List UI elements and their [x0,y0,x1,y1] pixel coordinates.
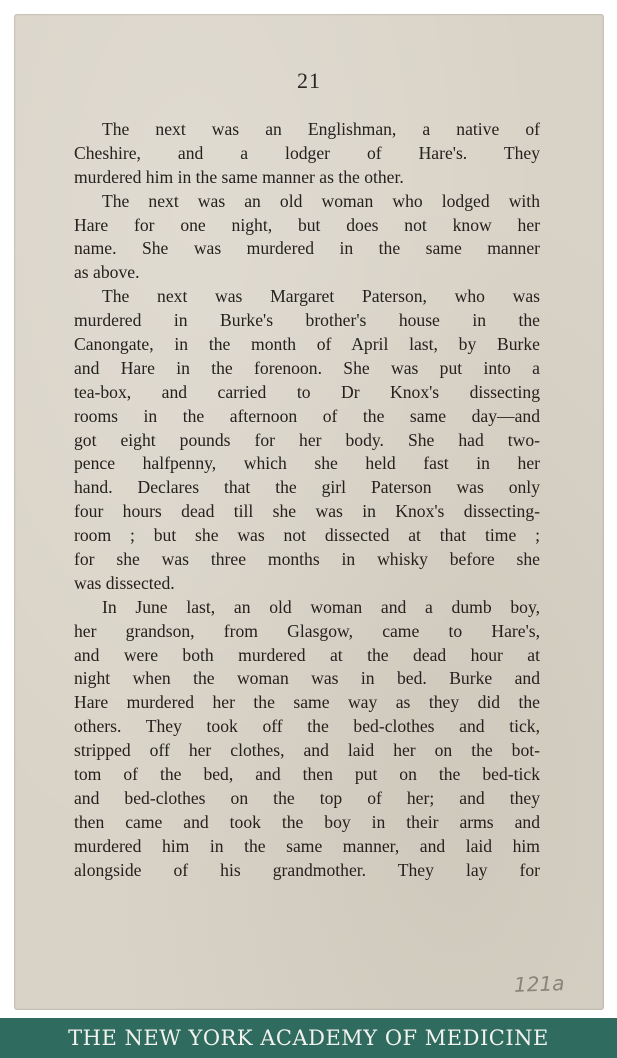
text-line: alongside of his grandmother. They lay for [74,859,540,880]
text-line: The next was an old woman who lodged with [102,190,540,211]
body-text [74,118,540,883]
text-line: pence halfpenny, which she held fast in her [74,453,540,474]
printed-page [14,14,604,1010]
text-line: her grandson, from Glasgow, came to Hare's, [74,620,540,641]
text-line: murdered him in the same manner as the other. [74,166,404,187]
text-line: hand. Declares that the girl Paterson was only [74,477,540,498]
text-line: Cheshire, and a lodger of Hare's. They [74,142,540,163]
text-line: The next was Margaret Paterson, who was [102,286,540,307]
text-line: In June last, an old woman and a dumb boy, [102,596,540,617]
institution-banner [0,1018,617,1058]
pencil-annotation: 121a [513,971,565,997]
text-line: The next was an Englishman, a native of [102,119,540,139]
text-line: tom of the bed, and then put on the bed-tick [74,764,540,785]
text-line: for she was three months in whisky before she [74,549,540,570]
page-number: 21 [297,68,321,93]
text-line: others. They took off the bed-clothes and tick, [74,716,540,737]
text-line: rooms in the afternoon of the same day—and [74,405,540,426]
institution-name: THE NEW YORK ACADEMY OF MEDICINE [68,1026,549,1050]
text-line: and bed-clothes on the top of her; and they [74,787,540,808]
text-line: got eight pounds for her body. She had two- [74,429,540,450]
text-line: murdered in Burke's brother's house in the [74,310,540,331]
text-line: and were both murdered at the dead hour at [74,644,540,665]
text-line: murdered him in the same manner, and laid him [74,835,540,856]
text-line: tea-box, and carried to Dr Knox's dissecting [74,381,540,402]
text-line: Hare murdered her the same way as they did the [74,692,540,713]
text-line: Hare for one night, but does not know her [74,214,540,235]
text-line: night when the woman was in bed. Burke and [74,668,540,689]
text-line: then came and took the boy in their arms and [74,811,540,832]
text-line: stripped off her clothes, and laid her on the bot- [74,740,540,761]
text-line: and Hare in the forenoon. She was put into a [74,357,540,378]
text-line: name. She was murdered in the same manner [74,238,540,259]
text-line: four hours dead till she was in Knox's dissecting- [74,501,540,522]
text-line: Canongate, in the month of April last, by Burke [74,334,540,355]
text-line: room ; but she was not dissected at that time ; [74,525,540,546]
text-line: as above. [74,262,140,283]
text-line: was dissected. [74,572,175,593]
